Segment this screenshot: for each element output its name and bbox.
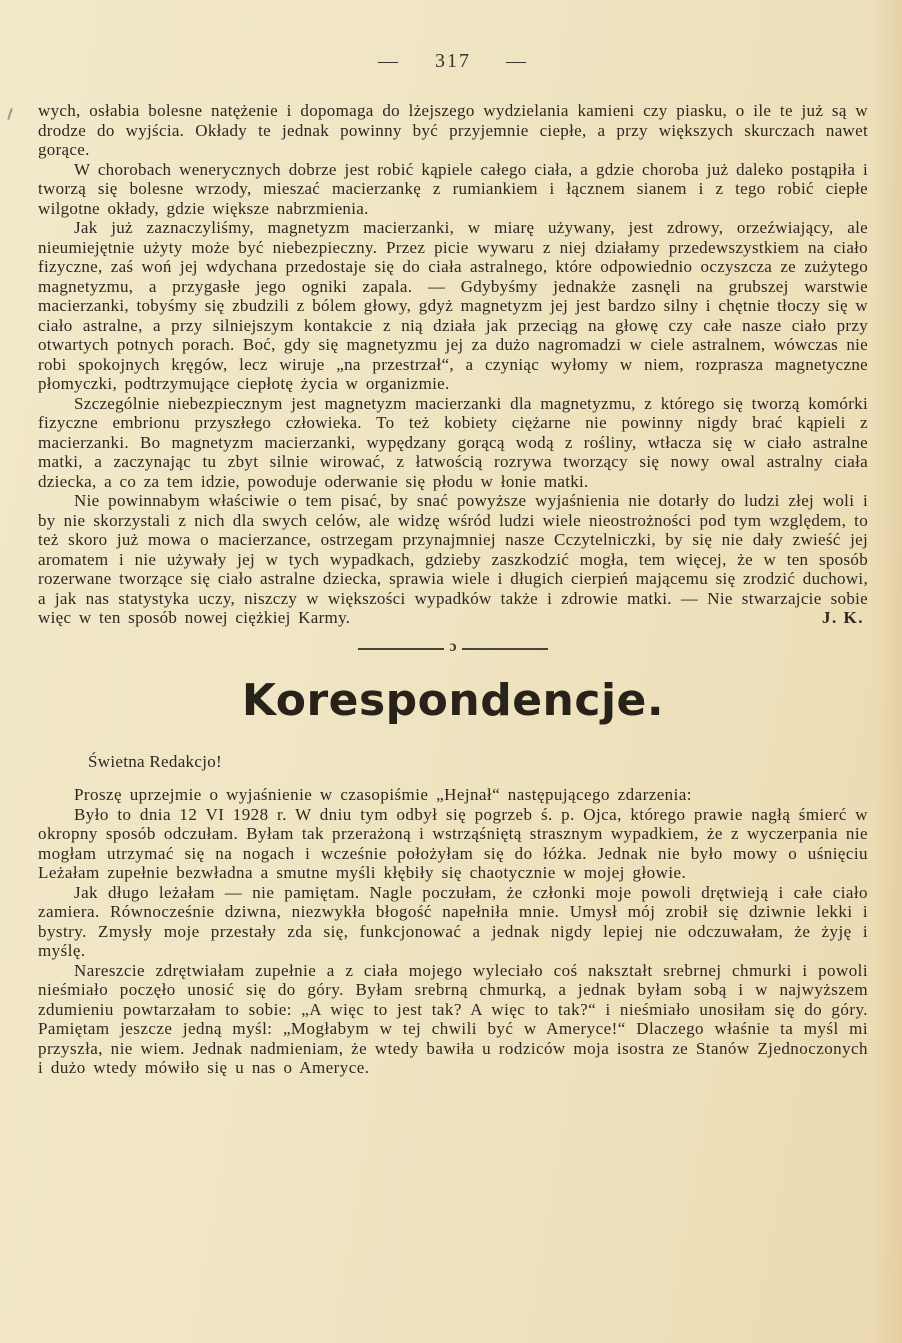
article-paragraph: Nie powinnabym właściwie o tem pisać, by snać powyższe wyjaśnienia nie dotarły do ludzi złej woli i by nie skorzystali z nich dla swych celów, ale widzę wśród ludzi wiele nieostrożności pod tym względem, to też skoro już mowa o macierzance, ostrzegam przynajmniej nasze Cczytelniczki, by się nie dały zwieść jej aromatem i nie używały jej w tych wypadkach, gdzieby zaszkodzić mogła, tem więcej, że w ten sposób rozerwane tworzące się ciało astralne dziecka, sprawia wiele i długich cierpień mającemu się zrodzić duchowi, a jak nas statystyka uczy, niszczy w większości wypadków także i zdrowie matki. — Nie stwarzajcie sobie więc w ten sposób nowej ciężkiej Karmy. xyxy=(38,491,868,627)
page-edge-shadow xyxy=(872,0,902,1343)
section-divider xyxy=(38,638,868,657)
divider-rule-right xyxy=(462,648,548,650)
article-paragraph: W chorobach wenerycznych dobrze jest robić kąpiele całego ciała, a gdzie choroba już daleko postąpiła i tworzą się bolesne wrzody, mieszać macierzankę z rumiankiem i łącznem sianem i z tego robić ciepłe wilgotne okłady, gdzie większe nabrzmienia. xyxy=(38,159,868,218)
correspondence-paragraph: Proszę uprzejmie o wyjaśnienie w czasopiśmie „Hejnał“ następującego zdarzenia: xyxy=(74,785,692,804)
article-paragraph: Jak już zaznaczyliśmy, magnetyzm macierzanki, w miarę używany, jest zdrowy, orzeźwiający, ale nieumiejętnie użyty może być niebezpieczny. Przez picie wywaru z niej działamy przedewszystkiem na ciało fizyczne, zaś woń jej wdychana przedostaje się do ciała astralnego, które odpowiednio oczyszcza ze zużytego magnetyzmu, a przygasłe jego ogniki zapala. — Gdybyśmy jednakże zasnęli na grubszej warstwie macierzanki, tobyśmy się zbudzili z bólem głowy, gdyż magnetyzm jej jest bardzo silny i chętnie tłoczy się w ciało astralne, a przy silniejszym kontakcie z nią działa jak przeciąg na głowę czy całe nasze ciało przy otwartych potnych porach. Boć, gdy się magnetyzmu jej za dużo nagromadzi w ciele astralnem, wówczas nie robi spokojnych kręgów, lecz wiruje „na przestrzał“, a czyniąc wyłomy w niem, rozprasza magnetyczne płomyczki, podtrzymujące ciepłotę życia w organizmie. xyxy=(38,218,868,393)
divider-ornament: ɔ xyxy=(449,638,457,655)
correspondence-section xyxy=(38,675,868,1078)
page-number: — 317 — xyxy=(378,50,528,72)
article-body xyxy=(38,101,868,628)
correspondence-paragraph: Jak długo leżałam — nie pamiętam. Nagle poczułam, że członki moje powoli drętwieją i całe ciało zamiera. Równocześnie dziwna, niezwykła błogość napełniła mnie. Umysł mój zrobił się dziwnie lekki i bystry. Zmysły moje przestały zda się, funkcjonować a jednak nigdy lepiej nie odczuwałam, że żyję i myślę. xyxy=(38,882,868,960)
ink-speck xyxy=(7,108,13,120)
author-initials: J. K. xyxy=(822,608,864,627)
section-title: Korespondencje. xyxy=(241,675,665,726)
divider-rule-left xyxy=(358,648,444,650)
salutation: Świetna Redakcjo! xyxy=(88,752,222,771)
article-paragraph: wych, osłabia bolesne natężenie i dopomaga do lżejszego wydzielania kamieni czy piasku, o ile te już są w drodze do wyjścia. Okłady te jednak powinny być przyjemnie ciepłe, a przy większych skurczach nawet gorące. xyxy=(38,101,868,159)
correspondence-paragraph: Nareszcie zdrętwiałam zupełnie a z ciała mojego wyleciało coś nakształt srebrnej chmurki i powoli nieśmiało poczęło unosić się do góry. Byłam srebrną chmurką, a jednak byłam sobą i w najwyższem zdumieniu powtarzałam to sobie: „A więc to jest tak? A więc to tak?“ i nieśmiało unosiłam się do góry. Pamiętam jeszcze jedną myśl: „Mogłabym w tej chwili być w Ameryce!“ Dlaczego właśnie ta myśl mi przyszła, nie wiem. Jednak nadmieniam, że wtedy bawiła u rodziców moja isostra ze Stanów Zjednoczonych i dużo wtedy mówiło się u nas o Ameryce. xyxy=(38,960,868,1077)
correspondence-paragraph: Było to dnia 12 VI 1928 r. W dniu tym odbył się pogrzeb ś. p. Ojca, którego prawie nagłą śmierć w okropny sposób odczułam. Byłam tak przerażoną i wstrząśniętą strasznym wypadkiem, że z wyczerpania nie mogłam utrzymać się na nogach i wcześnie położyłam się do łóżka. Jednak nie było mowy o uśnięciu Leżałam zupełnie bezwładna a smutne myśli kłębiły się chaotycznie w mojej głowie. xyxy=(38,804,868,882)
article-paragraph: Szczególnie niebezpiecznym jest magnetyzm macierzanki dla magnetyzmu, z którego się tworzą komórki fizyczne embrionu przyszłego człowieka. To też kobiety ciężarne nie powinny nigdy brać kąpieli z macierzanki. Bo magnetyzm macierzanki, wypędzany gorącą wodą z rośliny, wtłacza się w ciało astralne matki, a zaczynając tu zbyt silnie wirować, z łatwością rozrywa tworzący się nowy owal astralny ciała dziecka, a co za tem idzie, powoduje oderwanie się płodu w łonie matki. xyxy=(38,393,868,491)
